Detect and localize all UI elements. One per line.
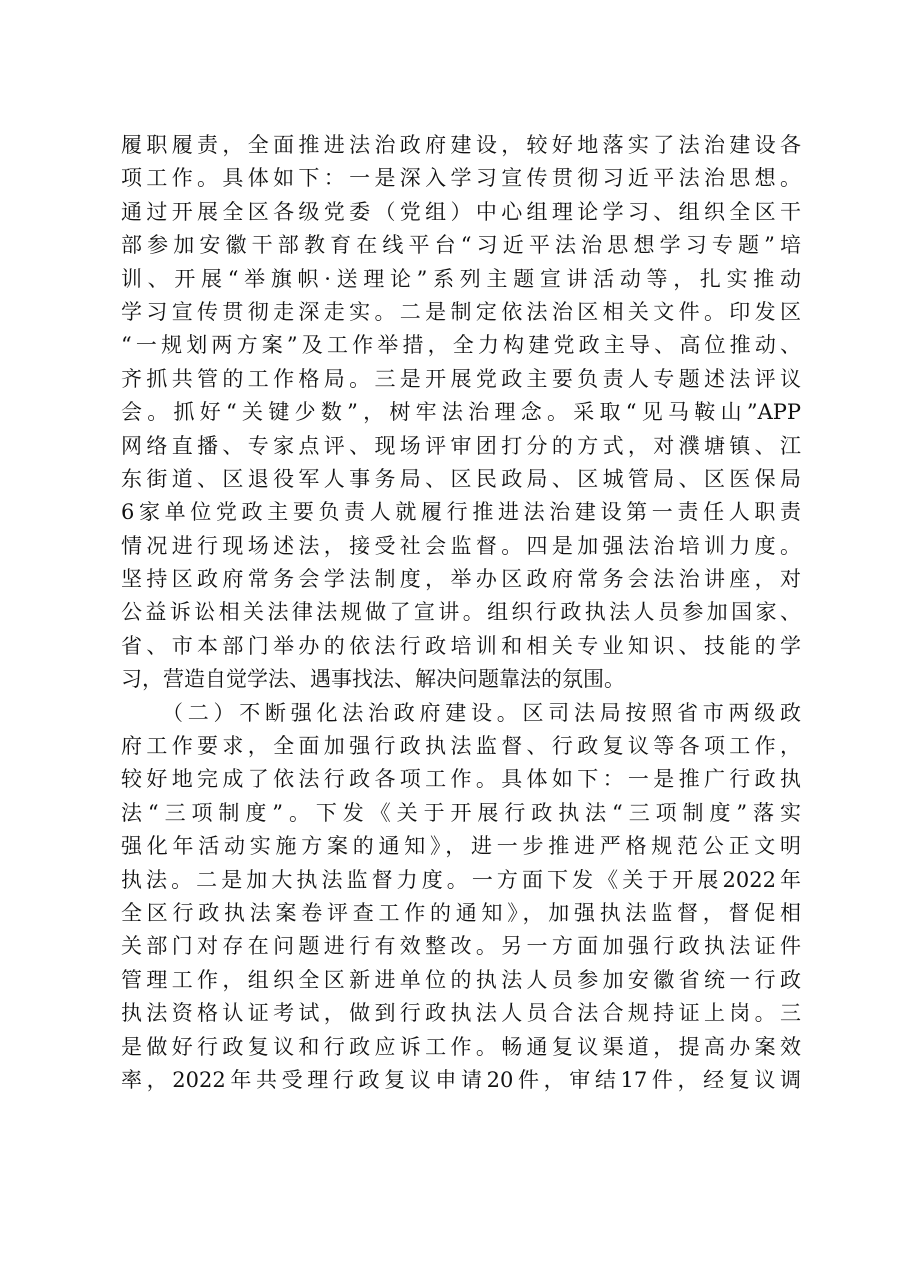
text-line: 会。抓好“关键少数”，树牢法治理念。采取“见马鞍山”APP — [121, 400, 801, 425]
text-line: 履职履责，全面推进法治政府建设，较好地落实了法治建设各 — [121, 133, 801, 157]
text-line: 网络直播、专家点评、现场评审团打分的方式，对濮塘镇、江 — [121, 433, 801, 458]
text-line: 齐抓共管的工作格局。三是开展党政主要负责人专题述法评议 — [121, 366, 801, 391]
text-line: 府工作要求，全面加强行政执法监督、行政复议等各项工作， — [121, 734, 801, 759]
text-line: 训、开展“举旗帜·送理论”系列主题宣讲活动等，扎实推动 — [121, 266, 801, 291]
text-line: 法“三项制度”。下发《关于开展行政执法“三项制度”落实 — [121, 800, 801, 825]
text-line: 东街道、区退役军人事务局、区民政局、区城管局、区医保局 — [121, 466, 801, 491]
text-line: 部参加安徽干部教育在线平台“习近平法治思想学习专题”培 — [121, 233, 801, 258]
text-line: 学习宣传贯彻走深走实。二是制定依法治区相关文件。印发区 — [121, 299, 801, 324]
text-line: 执法资格认证考试，做到行政执法人员合法合规持证上岗。三 — [121, 1001, 801, 1026]
document-body — [121, 129, 801, 1097]
text-line: 项工作。具体如下：一是深入学习宣传贯彻习近平法治思想。 — [121, 166, 801, 191]
text-line: 情况进行现场述法，接受社会监督。四是加强法治培训力度。 — [121, 533, 801, 558]
text-line: 是做好行政复议和行政应诉工作。畅通复议渠道，提高办案效 — [121, 1034, 801, 1059]
text-line: 强化年活动实施方案的通知》，进一步推进严格规范公正文明 — [121, 834, 801, 859]
text-line: 较好地完成了依法行政各项工作。具体如下：一是推广行政执 — [121, 767, 801, 792]
text-line: 全区行政执法案卷评查工作的通知》，加强执法监督，督促相 — [121, 900, 801, 925]
text-line: 省、市本部门举办的依法行政培训和相关专业知识、技能的学 — [121, 633, 801, 658]
text-line: 坚持区政府常务会学法制度，举办区政府常务会法治讲座，对 — [121, 567, 801, 592]
text-line: 执法。二是加大执法监督力度。一方面下发《关于开展2022年 — [121, 867, 801, 892]
text-line: 通过开展全区各级党委（党组）中心组理论学习、组织全区干 — [121, 199, 801, 224]
text-line: 6家单位党政主要负责人就履行推进法治建设第一责任人职责 — [121, 500, 801, 525]
text-line: 公益诉讼相关法律法规做了宣讲。组织行政执法人员参加国家、 — [121, 600, 801, 625]
text-line: 习，营造自觉学法、遇事找法、解决问题靠法的氛围。 — [121, 667, 625, 692]
text-line: （二）不断强化法治政府建设。区司法局按照省市两级政 — [121, 700, 801, 725]
text-line: 管理工作，组织全区新进单位的执法人员参加安徽省统一行政 — [121, 967, 801, 992]
text-line: 关部门对存在问题进行有效整改。另一方面加强行政执法证件 — [121, 934, 801, 959]
text-line: 率，2022年共受理行政复议申请20件，审结17件，经复议调 — [121, 1067, 801, 1092]
text-line: “一规划两方案”及工作举措，全力构建党政主导、高位推动、 — [121, 333, 801, 358]
